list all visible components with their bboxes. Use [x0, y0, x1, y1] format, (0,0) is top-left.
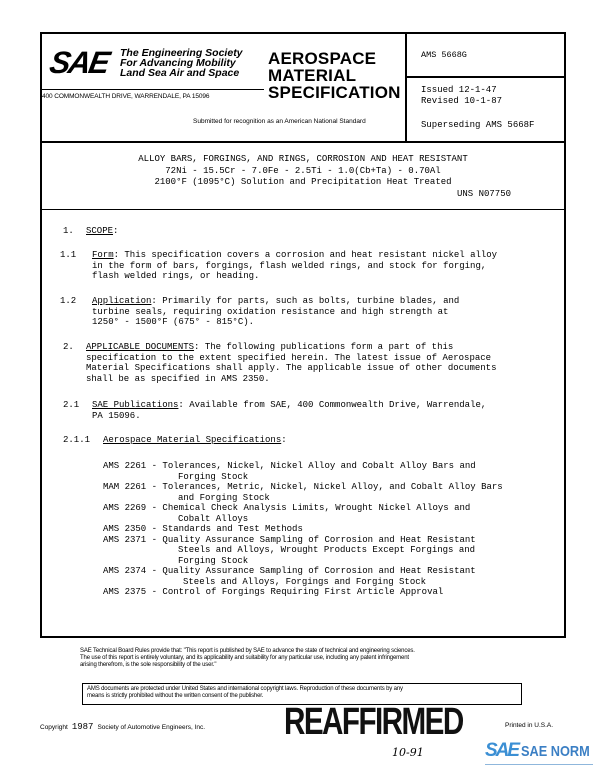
section-1-2-application: Application: Primarily for parts, such as bolts, turbine blades, and turbine seals, requiring oxidation resistance and high strength at 1250° - 1500°F (675° - 815°C). [92, 296, 460, 327]
section-2-1-1-heading: Aerospace Material Specifications: [103, 435, 287, 445]
copyright-line: Copyright 1987 Society of Automotive Engineers, Inc. [40, 722, 206, 732]
section-2-applicable-documents: APPLICABLE DOCUMENTS: The following publications form a part of this specification to the extent specified herein. The latest issue of Aerospace Material Specifications shall apply. The applicable issue of other documents shall be as specified in AMS 2350. [86, 342, 497, 384]
header-bottom-rule [40, 141, 566, 143]
sae-norm-underline [485, 764, 593, 765]
list-item: AMS 2371 - Quality Assurance Sampling of Corrosion and Heat Resistant Steels and Alloys, Wrought Products Except Forgings and Forging Stock [103, 534, 476, 566]
header-divider-right [405, 76, 566, 78]
sae-norm-watermark: SAE SAE NORM [485, 740, 590, 761]
section-2-number: 2. [63, 342, 74, 352]
doc-number: AMS 5668G [421, 50, 467, 60]
section-2-1-sae-publications: SAE Publications: Available from SAE, 400 Commonwealth Drive, Warrendale, PA 15096. [92, 400, 487, 421]
spec-title: ALLOY BARS, FORGINGS, AND RINGS, CORROSION AND HEAT RESISTANT 72Ni - 15.5Cr - 7.0Fe - 2.5Ti - 1.0(Cb+Ta) - 0.70Al 2100°F (1095°C) Solution and Precipitation Heat Treated [138, 154, 468, 187]
doc-type-title: AEROSPACE MATERIAL SPECIFICATION [268, 49, 401, 102]
copyright-notice: AMS documents are protected under United States and international copyright laws. Reproduction of these documents by any means is strictly prohibited without the written consent of the publisher. [87, 686, 403, 700]
superseding: Superseding AMS 5668F [421, 120, 535, 130]
section-1-heading: SCOPE: [86, 226, 119, 236]
address-rule [42, 89, 264, 90]
section-1-2-number: 1.2 [60, 296, 77, 306]
section-1-number: 1. [63, 226, 74, 236]
reaffirmed-date: 10-91 [392, 746, 424, 759]
sae-address: 400 COMMONWEALTH DRIVE, WARRENDALE, PA 15096 [42, 93, 210, 100]
sae-tagline: The Engineering Society For Advancing Mobility Land Sea Air and Space [120, 47, 243, 79]
section-1-1-form: Form: This specification covers a corrosion and heat resistant nickel alloy in the form of bars, forgings, flash welded rings, and stock for forging, flash welded rings, or heading. [92, 250, 498, 281]
issue-dates [421, 85, 502, 106]
list-item: AMS 2261 - Tolerances, Nickel, Nickel Alloy and Cobalt Alloy Bars and Forging Stock [103, 461, 476, 482]
sae-norm-logo-icon: SAE [485, 740, 519, 761]
issued-date: Issued 12-1-47 [421, 85, 497, 95]
list-item: AMS 2375 - Control of Forgings Requiring First Article Approval [103, 587, 444, 597]
technical-board-rules: SAE Technical Board Rules provide that: "This report is published by SAE to advance the state of technical and engineering sciences. The use of this report is entirely voluntary, and its applicability and suitability for any particular use, including any patent infringement arising therefrom, is the sole responsibility of the user." [80, 648, 415, 669]
list-item: MAM 2261 - Tolerances, Metric, Nickel, Nickel Alloy, and Cobalt Alloy Bars and Forging Stock [103, 482, 503, 503]
section-1-1-number: 1.1 [60, 250, 77, 260]
title-bottom-rule [40, 209, 566, 210]
list-item: AMS 2269 - Chemical Check Analysis Limits, Wrought Nickel Alloys and Cobalt Alloys [103, 503, 471, 524]
ams-list [103, 461, 503, 598]
list-item: AMS 2350 - Standards and Test Methods [103, 524, 303, 534]
sae-logo: SAE [47, 45, 111, 80]
printed-in: Printed in U.S.A. [505, 722, 554, 729]
list-item: AMS 2374 - Quality Assurance Sampling of Corrosion and Heat Resistant Steels and Alloys, Forgings and Forging Stock [103, 566, 476, 587]
ansi-submission-note: Submitted for recognition as an American National Standard [193, 118, 366, 125]
reaffirmed-stamp: REAFFIRMED [284, 701, 463, 743]
section-2-1-number: 2.1 [63, 400, 80, 410]
header-divider-vertical [405, 32, 407, 142]
section-2-1-1-number: 2.1.1 [63, 435, 91, 445]
revised-date: Revised 10-1-87 [421, 95, 503, 106]
uns-number: UNS N07750 [457, 189, 512, 199]
